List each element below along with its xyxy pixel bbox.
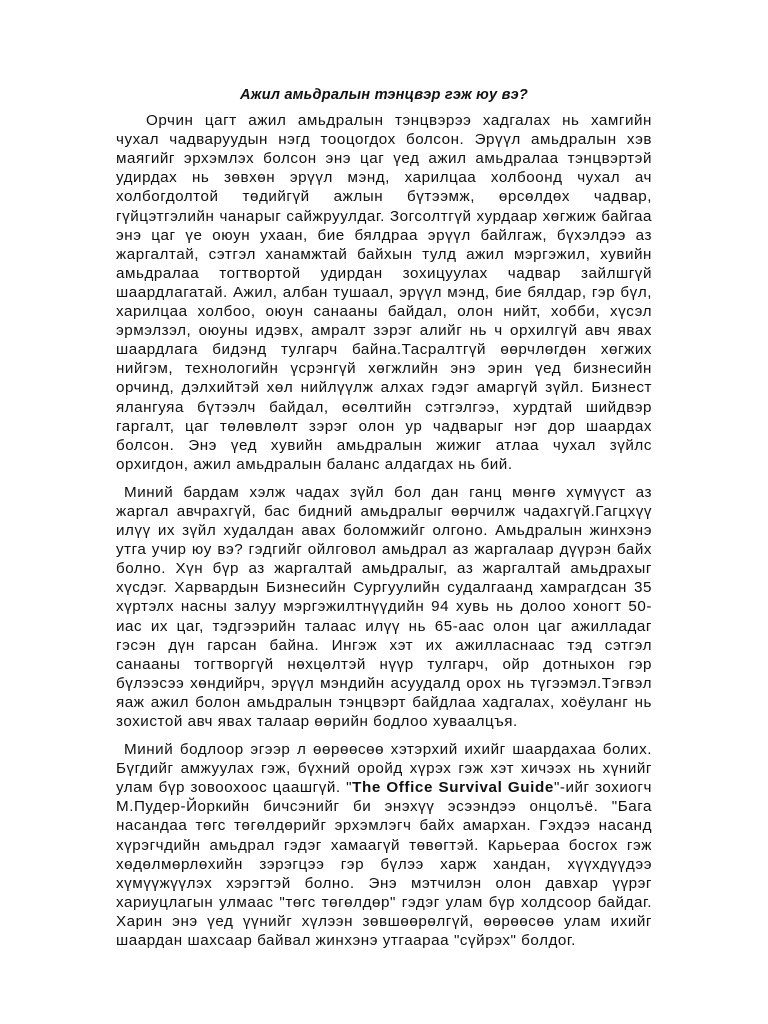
book-title: The Office Survival Guide xyxy=(352,779,554,797)
paragraph-1: Орчин цагт ажил амьдралын тэнцвэрээ хадгалах нь хамгийн чухал чадваруудын нэгд тооцогдох болсон. Эрүүл амьдралын хэв маягийг эрхэмлэх болсон энэ цаг үед ажил амьдралаа тэнцвэртэй удирдах нь зөвхөн эрүүл мэнд, харилцаа холбоонд чухал ач холбогдолтой төдийгүй ажлын бүтээмж, өрсөлдөх чадвар, гүйцэтгэлийн чанарыг сайжруулдаг. Зогсолтгүй хурдаар хөгжиж байгаа энэ цаг үе оюун ухаан, бие бялдраа эрүүл байлгаж, бүхэлдээ аз жаргалтай, сэтгэл ханамжтай байхын тулд ажил мэргэжил, хувийн амьдралаа тогтвортой удирдан зохицуулах чадвар зайлшгүй шаардлагатай. Ажил, албан тушаал, эрүүл мэнд, бие бялдар, гэр бүл, харилцаа холбоо, оюун санааны байдал, олон нийт, хобби, хүсэл эрмэлзэл, оюуны идэвх, амралт зэрэг алийг нь ч орхилгүй авч явах шаардлага бидэнд тулгарч байна.Тасралтгүй өөрчлөгдөн хөгжих нийгэм, технологийн үсрэнгүй хөгжлийн энэ эрин үед бизнесийн орчинд, дэлхийтэй хөл нийлүүлж алхах гэдэг амаргүй зүйл. Бизнест ялангуяа бүтээлч байдал, өсөлтийн сэтгэлгээ, хурдтай шийдвэр гаргалт, цаг төлөвлөлт зэрэг олон ур чадварыг нэг дор шаардах болсон. Энэ үед хувийн амьдралын жижиг атлаа чухал зүйлс орхигдон, ажил амьдралын баланс алдагдах нь бий. xyxy=(116,112,652,473)
paragraph-3 xyxy=(116,740,652,950)
document-page xyxy=(116,86,652,959)
paragraph-3-text-end: "-ийг зохиогч М.Пудер-Йоркийн бичсэнийг би энэхүү эсээндээ онцолъё. "Бага насандаа төгс төгөлдөрийг эрхэмлэгч байх амархан. Гэхдээ насанд хүрэгчдийн амьдрал гэдэг хамаагүй төвөгтэй. Карьераа босгох гэж хөдөлмөрлөхийн зэрэгцээ гэр бүлээ харж хандан, хүүхдүүдээ хүмүүжүүлэх хэрэгтэй болно. Энэ мэтчилэн олон давхар үүрэг хариуцлагын улмаас "төгс төгөлдөр" гэдэг улам бүр холдсоор байдаг. Харин энэ үед үүнийг хүлээн зөвшөөрөлгүй, өөрөөсөө улам ихийг шаардан шахсаар байвал жинхэнэ утгаараа "сүйрэх" болдог. xyxy=(116,779,652,950)
document-title: Ажил амьдралын тэнцвэр гэж юу вэ? xyxy=(240,87,528,103)
paragraph-2: Миний бардам хэлж чадах зүйл бол дан ганц мөнгө хүмүүст аз жаргал авчрахгүй, бас бидний амьдралыг өөрчилж чадахгүй.Гагцхүү илүү их зүйл худалдан авах боломжийг олгоно. Амьдралын жинхэнэ утга учир юу вэ? гэдгийг ойлговол амьдрал аз жаргалаар дүүрэн байх болно. Хүн бүр аз жаргалтай амьдралыг, аз жаргалтай амьдрахыг хүсдэг. Харвардын Бизнесийн Сургуулийн судалгаанд хамрагдсан 35 хүртэлх насны залуу мэргэжилтнүүдийн 94 хувь нь долоо хоногт 50-иас их цаг, тэдгээрийн талаас илүү нь 65-аас олон цаг ажилладаг гэсэн дүн гарсан байна. Ингэж хэт их ажилласнаас тэд сэтгэл санааны тогтворгүй нөхцөлтэй нүүр тулгарч, ойр дотныхон гэр бүлээсээ хөндийрч, эрүүл мэндийн асуудалд орох нь түгээмэл.Тэгвэл яаж ажил болон амьдралын тэнцвэрт байдлаа хадгалах, хоёуланг нь зохистой авч явах талаар өөрийн бодлоо хуваалцъя. xyxy=(116,483,652,730)
paragraph-3-text-start: Миний бодлоор эгээр л өөрөөсөө хэтэрхий ихийг шаардахаа болих. Бүгдийг амжуулах гэж, бүхний оройд хүрэх гэж хэт хичээх нь хүнийг улам бүр зовоохоос цаашгүй. " xyxy=(116,741,652,797)
